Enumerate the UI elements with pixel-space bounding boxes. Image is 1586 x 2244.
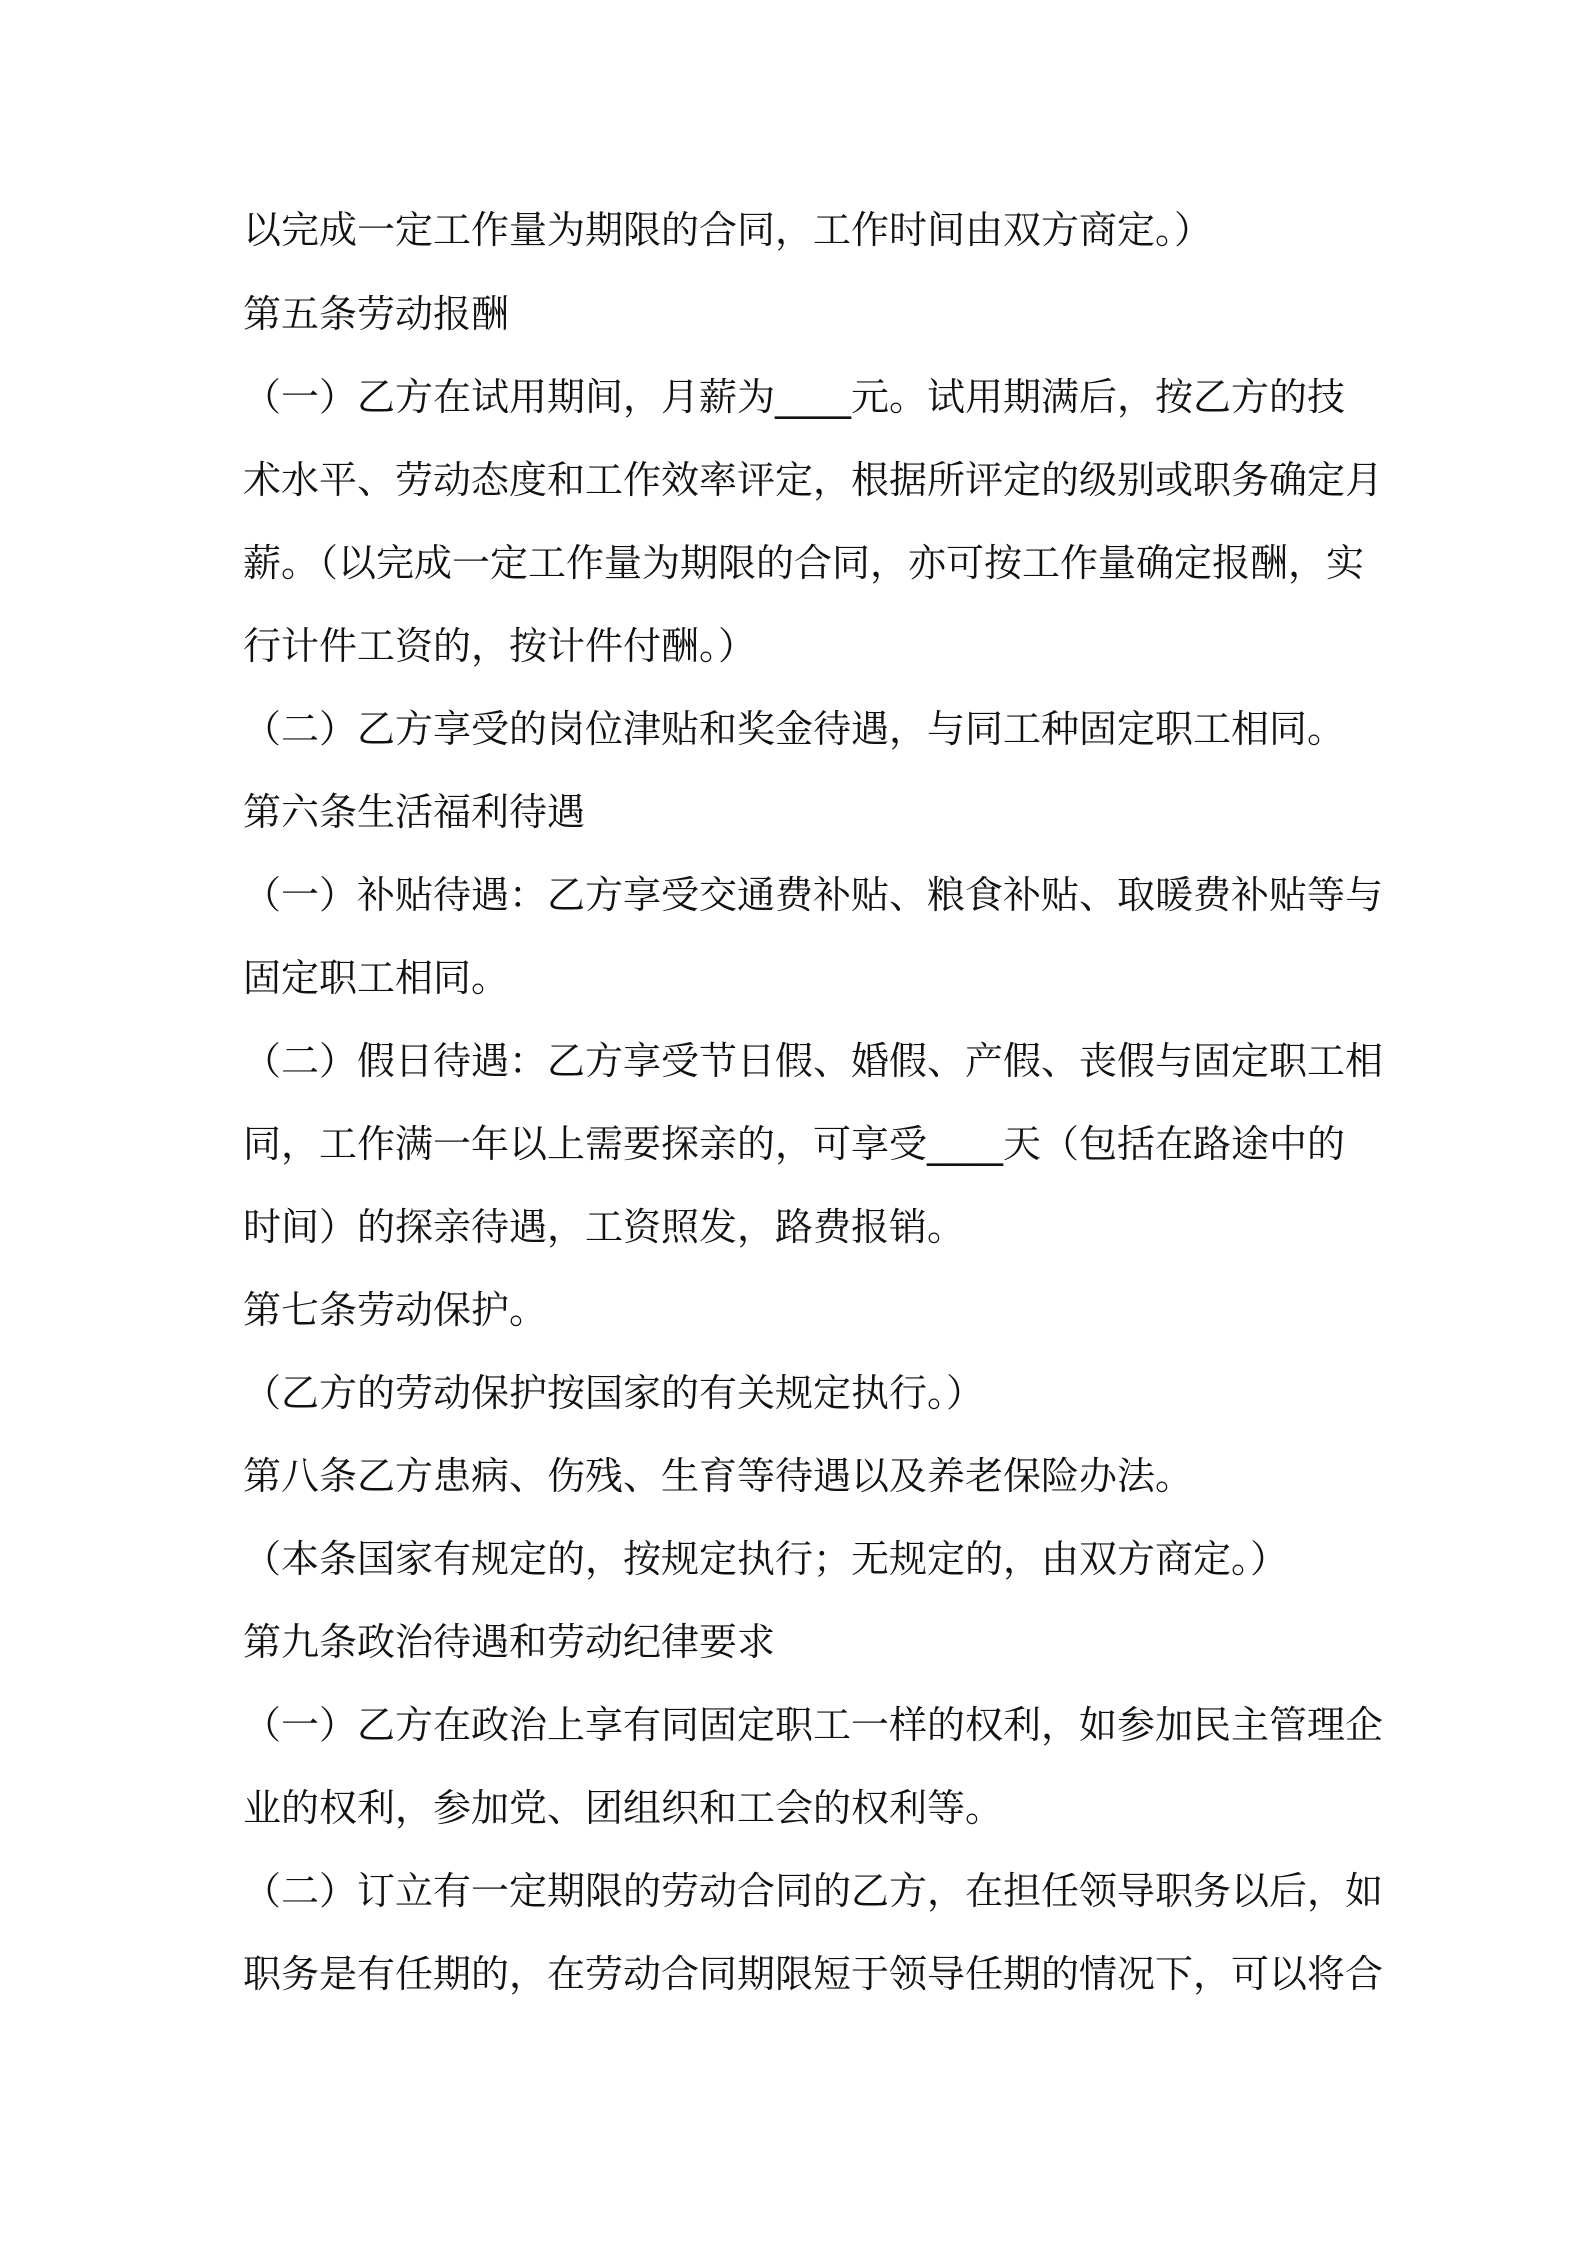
text-line: 行计件工资的，按计件付酬。） [243,624,757,668]
text-line: 职务是有任期的，在劳动合同期限短于领导任期的情况下，可以将合 [243,1952,1384,1996]
text-line: （一）乙方在试用期间，月薪为____元。试用期满后，按乙方的技 [243,375,1346,419]
text-line: （乙方的劳动保护按国家的有关规定执行。） [243,1371,985,1415]
section-heading: 第六条生活福利待遇 [243,790,586,834]
text-line: （二）假日待遇：乙方享受节日假、婚假、产假、丧假与固定职工相 [243,1039,1384,1083]
text-line: （一）乙方在政治上享有同固定职工一样的权利，如参加民主管理企 [243,1703,1384,1747]
text-line: 术水平、劳动态度和工作效率评定，根据所评定的级别或职务确定月 [243,458,1384,502]
text-line: 以完成一定工作量为期限的合同，工作时间由双方商定。） [243,208,1213,252]
text-line: 同，工作满一年以上需要探亲的，可享受____天（包括在路途中的 [243,1122,1346,1166]
text-line: 固定职工相同。 [243,956,510,1000]
text-line: （本条国家有规定的，按规定执行；无规定的，由双方商定。） [243,1537,1289,1581]
text-line: （二）订立有一定期限的劳动合同的乙方，在担任领导职务以后，如 [243,1869,1384,1913]
section-heading: 第八条乙方患病、伤残、生育等待遇以及养老保险办法。 [243,1454,1194,1498]
section-heading: 第七条劳动保护。 [243,1288,548,1332]
text-line: （一）补贴待遇：乙方享受交通费补贴、粮食补贴、取暖费补贴等与 [243,873,1384,917]
text-line: （二）乙方享受的岗位津贴和奖金待遇，与同工种固定职工相同。 [243,707,1346,751]
section-heading: 第五条劳动报酬 [243,292,510,336]
section-heading: 第九条政治待遇和劳动纪律要求 [243,1620,776,1664]
text-line: 薪。（以完成一定工作量为期限的合同，亦可按工作量确定报酬，实 [243,541,1365,585]
text-line: 时间）的探亲待遇，工资照发，路费报销。 [243,1205,966,1249]
text-line: 业的权利，参加党、团组织和工会的权利等。 [243,1786,1004,1830]
